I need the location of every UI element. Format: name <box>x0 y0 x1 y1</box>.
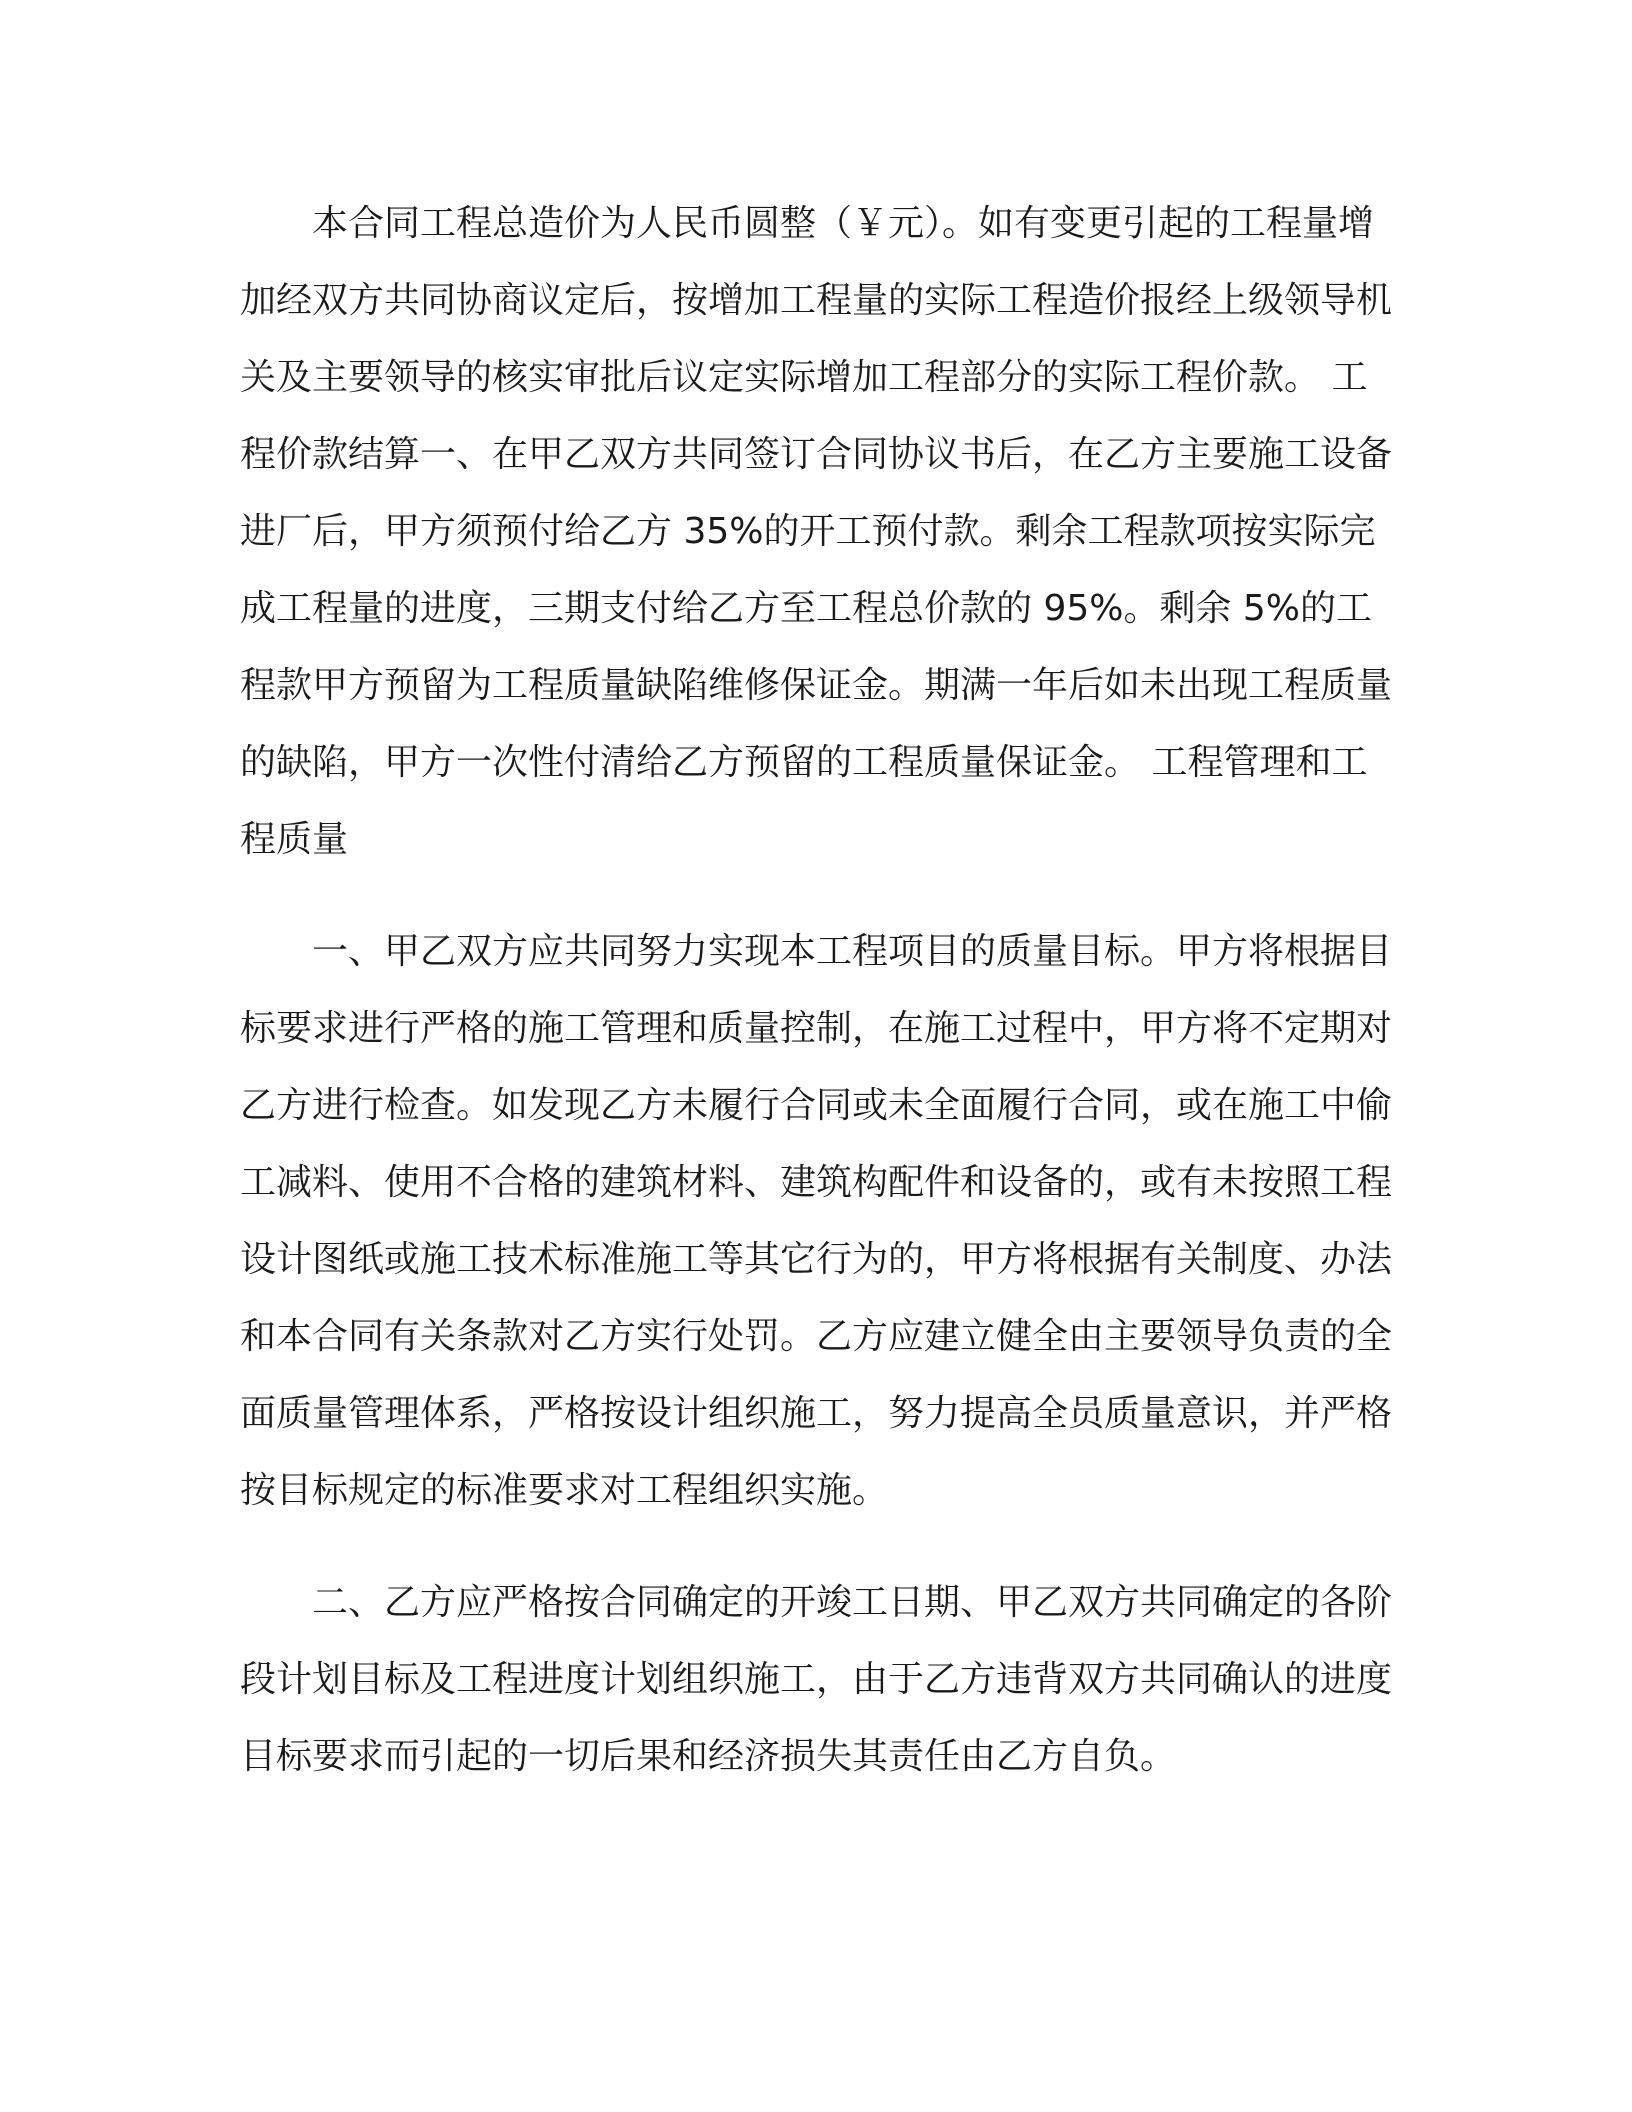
document-body <box>240 185 1392 1795</box>
paragraph-schedule-responsibility: 二、乙方应严格按合同确定的开竣工日期、甲乙双方共同确定的各阶段计划目标及工程进度计划组织施工，由于乙方违背双方共同确认的进度目标要求而引起的一切后果和经济损失其责任由乙方自负。 <box>240 1582 1393 1777</box>
paragraph-quality-management: 一、甲乙双方应共同努力实现本工程项目的质量目标。甲方将根据目标要求进行严格的施工管理和质量控制，在施工过程中，甲方将不定期对乙方进行检查。如发现乙方未履行合同或未全面履行合同，或在施工中偷工减料、使用不合格的建筑材料、建筑构配件和设备的，或有未按照工程设计图纸或施工技术标准施工等其它行为的，甲方将根据有关制度、办法和本合同有关条款对乙方实行处罚。乙方应建立健全由主要领导负责的全面质量管理体系，严格按设计组织施工，努力提高全员质量意识，并严格按目标规定的标准要求对工程组织实施。 <box>240 931 1393 1511</box>
paragraph-price-settlement: 本合同工程总造价为人民币圆整（￥元）。如有变更引起的工程量增加经双方共同协商议定后，按增加工程量的实际工程造价报经上级领导机关及主要领导的核实审批后议定实际增加工程部分的实际工程价款。 工程价款结算一、在甲乙双方共同签订合同协议书后，在乙方主要施工设备进厂后，甲方须预付给乙方 35%的开工预付款。剩余工程款项按实际完成工程量的进度，三期支付给乙方至工程总价款的 95%。剩余 5%的工程款甲方预留为工程质量缺陷维修保证金。期满一年后如未出现工程质量的缺陷，甲方一次性付清给乙方预留的工程质量保证金。 工程管理和工程质量 <box>240 203 1393 860</box>
